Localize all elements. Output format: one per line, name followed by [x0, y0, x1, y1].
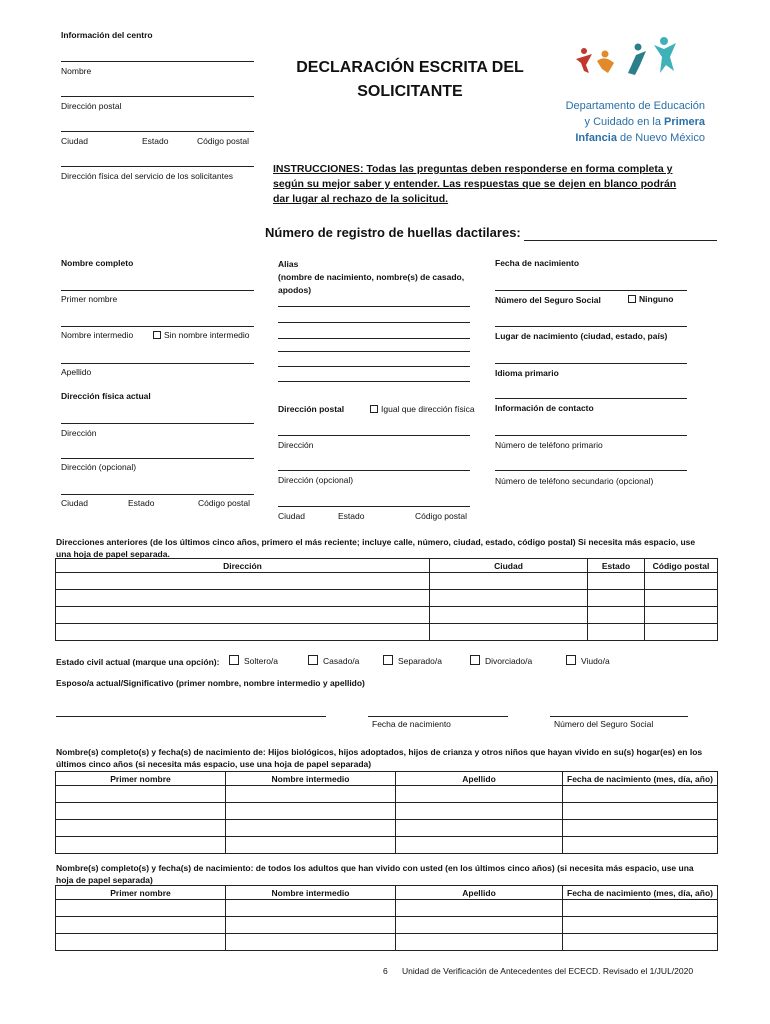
same-as-physical-option[interactable]: [370, 404, 475, 414]
page-title-line1: DECLARACIÓN ESCRITA DEL: [296, 59, 524, 76]
col-header-first-name: Primer nombre: [56, 772, 226, 786]
page-title: [270, 56, 550, 104]
physical-address-heading: Dirección física actual: [61, 391, 151, 401]
service-address-label: Dirección física del servicio de los solicitantes: [61, 171, 233, 181]
ssn-none-option[interactable]: [628, 294, 673, 304]
table-cell[interactable]: [563, 820, 718, 837]
table-cell[interactable]: [396, 917, 563, 934]
spouse-name-line[interactable]: [56, 716, 326, 717]
mailing-state-label: Estado: [338, 511, 365, 521]
table-row: [56, 607, 718, 624]
same-as-physical-checkbox[interactable]: [370, 405, 378, 413]
col-header-state: Estado: [588, 559, 645, 573]
prev-addresses-table: [55, 558, 718, 641]
table-row: [56, 934, 718, 951]
adults-line1: Nombre(s) completo(s) y fecha(s) de nacimiento: de todos los adultos que han vivido con usted (en los últimos cinco años) (si necesita más espacio, use una: [56, 863, 694, 873]
col-header-middle-name: Nombre intermedio: [226, 772, 396, 786]
mailing-address-heading: Dirección postal: [278, 404, 345, 414]
center-address-label: Dirección postal: [61, 101, 122, 111]
mailing-city-label: Ciudad: [278, 511, 305, 521]
table-cell[interactable]: [588, 607, 645, 624]
marital-label-married: Casado/a: [323, 656, 360, 666]
ssn-label: Número del Seguro Social: [495, 295, 601, 305]
table-cell[interactable]: [563, 934, 718, 951]
phone-secondary-line[interactable]: [495, 470, 687, 471]
last-name-label: Apellido: [61, 367, 92, 377]
table-cell[interactable]: [226, 786, 396, 803]
col-header-address: Dirección: [56, 559, 430, 573]
table-row: [56, 900, 718, 917]
zip-label: Código postal: [198, 498, 250, 508]
alias-desc-line1: (nombre de nacimiento, nombre(s) de casado,: [278, 272, 465, 282]
last-name-line[interactable]: [61, 363, 254, 364]
center-zip-label: Código postal: [197, 136, 249, 146]
col-header-first-name: Primer nombre: [56, 886, 226, 900]
center-info-heading: Información del centro: [61, 30, 153, 40]
mailing-zip-label: Código postal: [415, 511, 467, 521]
col-header-dob: Fecha de nacimiento (mes, día, año): [563, 886, 718, 900]
marital-option-married[interactable]: [308, 655, 359, 666]
marital-option-divorced[interactable]: [470, 655, 532, 666]
table-cell[interactable]: [56, 624, 430, 641]
marital-label-widowed: Viudo/a: [581, 656, 610, 666]
marital-label-divorced: Divorciado/a: [485, 656, 533, 666]
children-heading: [56, 746, 726, 770]
table-cell[interactable]: [56, 934, 226, 951]
col-header-dob: Fecha de nacimiento (mes, día, año): [563, 772, 718, 786]
fingerprint-label: Número de registro de huellas dactilares:: [265, 225, 521, 240]
full-name-heading: Nombre completo: [61, 258, 134, 268]
marital-checkbox-widowed[interactable]: [566, 655, 576, 665]
ececd-logo-icon: [572, 35, 688, 79]
mailing-address-line[interactable]: [278, 435, 470, 436]
phone-primary-label: Número de teléfono primario: [495, 440, 603, 450]
table-row: [56, 820, 718, 837]
table-cell[interactable]: [56, 917, 226, 934]
center-city-label: Ciudad: [61, 136, 88, 146]
alias-line-2[interactable]: [278, 322, 470, 323]
table-cell[interactable]: [56, 900, 226, 917]
children-line1: Nombre(s) completo(s) y fecha(s) de nacimiento de: Hijos biológicos, hijos adoptados, hijos de crianza y otros niños que hayan vivido en su(s) hogar(es) en los: [56, 747, 703, 757]
department-name: [540, 98, 705, 146]
col-header-last-name: Apellido: [396, 886, 563, 900]
alias-line-5[interactable]: [278, 366, 470, 367]
table-cell[interactable]: [588, 624, 645, 641]
center-name-line[interactable]: [61, 61, 254, 62]
alias-line-1[interactable]: [278, 306, 470, 307]
table-cell[interactable]: [563, 803, 718, 820]
alias-line-3[interactable]: [278, 338, 470, 339]
table-cell[interactable]: [56, 573, 430, 590]
table-cell[interactable]: [226, 803, 396, 820]
table-cell[interactable]: [56, 820, 226, 837]
marital-checkbox-single[interactable]: [229, 655, 239, 665]
marital-checkbox-divorced[interactable]: [470, 655, 480, 665]
table-cell[interactable]: [396, 900, 563, 917]
department-line2-bold: Primera: [664, 116, 705, 128]
table-cell[interactable]: [645, 607, 718, 624]
birthplace-label: Lugar de nacimiento (ciudad, estado, país): [495, 331, 668, 341]
dob-line[interactable]: [495, 290, 687, 291]
instructions: [273, 162, 713, 207]
spouse-ssn-label: Número del Seguro Social: [554, 719, 654, 729]
table-cell[interactable]: [226, 934, 396, 951]
marital-option-widowed[interactable]: [566, 655, 610, 666]
table-cell[interactable]: [645, 590, 718, 607]
instructions-line3: dar lugar al rechazo de la solicitud.: [273, 193, 449, 205]
alias-desc-line2: apodos): [278, 285, 312, 295]
address-optional-line[interactable]: [61, 458, 254, 459]
service-address-line[interactable]: [61, 166, 254, 167]
table-cell[interactable]: [56, 803, 226, 820]
table-cell[interactable]: [396, 934, 563, 951]
table-row: [56, 803, 718, 820]
table-row: [56, 590, 718, 607]
ssn-none-label: Ninguno: [639, 294, 674, 304]
col-header-middle-name: Nombre intermedio: [226, 886, 396, 900]
middle-name-label: Nombre intermedio: [61, 330, 134, 340]
spouse-dob-label: Fecha de nacimiento: [372, 719, 451, 729]
prev-addresses-line2: una hoja de papel separada.: [56, 549, 170, 559]
center-name-label: Nombre: [61, 66, 92, 76]
instructions-label: INSTRUCCIONES: [273, 163, 360, 175]
table-cell[interactable]: [563, 786, 718, 803]
table-cell[interactable]: [396, 837, 563, 854]
adults-line2: hoja de papel separada): [56, 875, 153, 885]
table-cell[interactable]: [226, 820, 396, 837]
address-line[interactable]: [61, 423, 254, 424]
table-cell[interactable]: [645, 573, 718, 590]
col-header-last-name: Apellido: [396, 772, 563, 786]
marital-checkbox-married[interactable]: [308, 655, 318, 665]
department-line2: y Cuidado en la: [584, 116, 665, 128]
dob-heading: Fecha de nacimiento: [495, 258, 580, 268]
mailing-city-state-zip-line[interactable]: [278, 506, 470, 507]
table-cell[interactable]: [226, 837, 396, 854]
no-middle-name-checkbox[interactable]: [153, 331, 161, 339]
alias-heading: [278, 258, 464, 297]
language-label: Idioma primario: [495, 368, 559, 378]
alias-label: Alias: [278, 259, 299, 269]
marital-option-separated[interactable]: [383, 655, 442, 666]
language-line[interactable]: [495, 398, 687, 399]
no-middle-name-option[interactable]: [153, 330, 250, 340]
marital-status-label: Estado civil actual (marque una opción):: [56, 657, 220, 667]
table-cell[interactable]: [430, 607, 588, 624]
spouse-heading: Esposo/a actual/Significativo (primer nombre, nombre intermedio y apellido): [56, 678, 365, 688]
footer-text: Unidad de Verificación de Antecedentes del ECECD. Revisado el 1/JUL/2020: [402, 966, 694, 976]
table-cell[interactable]: [396, 820, 563, 837]
center-city-line[interactable]: [61, 131, 254, 132]
table-cell[interactable]: [226, 900, 396, 917]
city-state-zip-line[interactable]: [61, 494, 254, 495]
table-cell[interactable]: [396, 786, 563, 803]
birthplace-line[interactable]: [495, 363, 687, 364]
marital-label-single: Soltero/a: [244, 656, 279, 666]
mailing-address-label: Dirección: [278, 440, 314, 450]
prev-addresses-line1: Direcciones anteriores (de los últimos cinco años, primero el más reciente; incluye calle, número, ciudad, estado, código postal) Si necesita más espacio, use: [56, 537, 696, 547]
table-cell[interactable]: [563, 917, 718, 934]
mailing-address-optional-label: Dirección (opcional): [278, 475, 354, 485]
table-cell[interactable]: [56, 590, 430, 607]
table-cell[interactable]: [56, 786, 226, 803]
phone-secondary-label: Número de teléfono secundario (opcional): [495, 476, 654, 486]
table-cell[interactable]: [430, 590, 588, 607]
spouse-dob-line[interactable]: [368, 716, 508, 717]
fingerprint-line[interactable]: [524, 240, 717, 241]
table-cell[interactable]: [56, 607, 430, 624]
marital-label-separated: Separado/a: [398, 656, 442, 666]
table-row: [56, 624, 718, 641]
children-line2: últimos cinco años (si necesita más espacio, use una hoja de papel separada): [56, 759, 372, 769]
first-name-label: Primer nombre: [61, 294, 118, 304]
middle-name-line[interactable]: [61, 326, 254, 327]
table-cell[interactable]: [226, 917, 396, 934]
table-cell[interactable]: [56, 837, 226, 854]
department-line3: de Nuevo México: [616, 132, 705, 144]
spouse-ssn-line[interactable]: [550, 716, 688, 717]
first-name-line[interactable]: [61, 290, 254, 291]
table-cell[interactable]: [396, 803, 563, 820]
contact-heading: Información de contacto: [495, 403, 594, 413]
instructions-line1: : Todas las preguntas deben responderse en forma completa y: [359, 163, 673, 175]
table-row: [56, 786, 718, 803]
same-as-physical-label: Igual que dirección física: [381, 404, 475, 414]
table-cell[interactable]: [645, 624, 718, 641]
adults-table: [55, 885, 718, 951]
adults-heading: [56, 862, 726, 886]
page-number: 6: [383, 966, 388, 976]
table-cell[interactable]: [430, 624, 588, 641]
col-header-zip: Código postal: [645, 559, 718, 573]
table-row: [56, 837, 718, 854]
marital-option-single[interactable]: [229, 655, 278, 666]
table-row: [56, 917, 718, 934]
col-header-city: Ciudad: [430, 559, 588, 573]
table-cell[interactable]: [563, 837, 718, 854]
department-line1: Departamento de Educación: [565, 100, 705, 112]
ssn-none-checkbox[interactable]: [628, 295, 636, 303]
children-table: [55, 771, 718, 854]
mailing-address-optional-line[interactable]: [278, 470, 470, 471]
table-cell[interactable]: [563, 900, 718, 917]
prev-addresses-heading: [56, 536, 726, 560]
ssn-line[interactable]: [495, 326, 687, 327]
phone-primary-line[interactable]: [495, 435, 687, 436]
marital-checkbox-separated[interactable]: [383, 655, 393, 665]
table-row: [56, 573, 718, 590]
department-line3-bold: Infancia: [575, 132, 617, 144]
address-optional-label: Dirección (opcional): [61, 462, 137, 472]
alias-line-6[interactable]: [278, 381, 470, 382]
state-label: Estado: [128, 498, 155, 508]
instructions-line2: según su mejor saber y entender. Las respuestas que se dejen en blanco podrán: [273, 178, 677, 190]
address-label: Dirección: [61, 428, 97, 438]
table-cell[interactable]: [430, 573, 588, 590]
center-address-line[interactable]: [61, 96, 254, 97]
alias-line-4[interactable]: [278, 351, 470, 352]
no-middle-name-label: Sin nombre intermedio: [164, 330, 250, 340]
city-label: Ciudad: [61, 498, 88, 508]
table-cell[interactable]: [588, 573, 645, 590]
table-cell[interactable]: [588, 590, 645, 607]
center-state-label: Estado: [142, 136, 169, 146]
page-title-line2: SOLICITANTE: [357, 83, 463, 100]
